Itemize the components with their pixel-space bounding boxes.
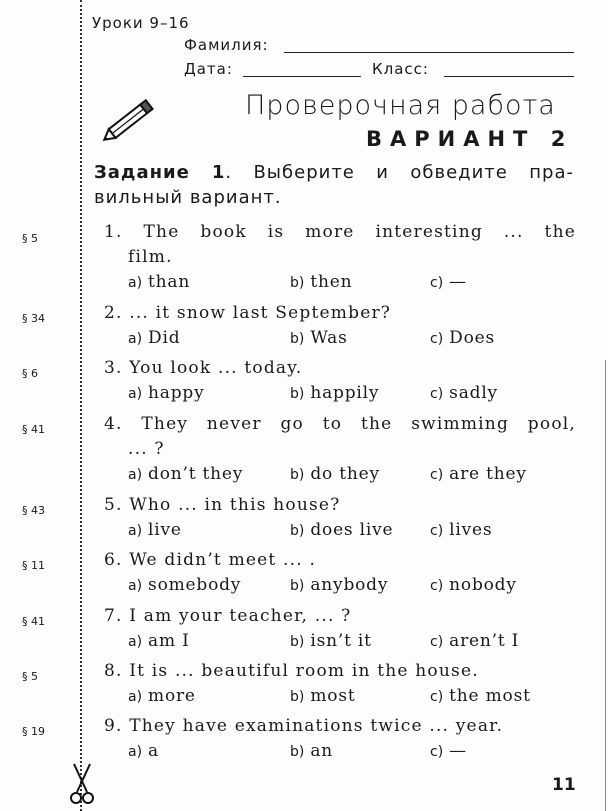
page-edge [605, 360, 606, 811]
cut-line [80, 0, 82, 811]
question-text: 4. They never go to the swimming pool, [104, 414, 576, 434]
option-c[interactable]: c) the most [430, 686, 531, 706]
section-ref: § 34 [22, 312, 45, 325]
page-title: Проверочная работа [245, 90, 556, 121]
page-number: 11 [552, 775, 576, 795]
question-text: 7. I am your teacher, ... ? [104, 606, 352, 626]
date-label: Дата: [184, 60, 233, 78]
section-ref: § 11 [22, 559, 45, 572]
option-b[interactable]: b) does live [290, 520, 394, 540]
option-a[interactable]: a) more [128, 686, 196, 706]
question-2 [104, 301, 576, 352]
section-ref: § 41 [22, 423, 45, 436]
question-text: 3. You look ... today. [104, 358, 303, 378]
surname-field[interactable] [284, 52, 574, 53]
option-b[interactable]: b) do they [290, 464, 380, 484]
question-text: 9. They have examinations twice ... year. [104, 716, 504, 736]
task-text-line2: вильный вариант. [94, 187, 282, 208]
question-9 [104, 714, 576, 765]
option-b[interactable]: b) an [290, 741, 334, 761]
task-instructions [94, 160, 574, 210]
option-a[interactable]: a) Did [128, 328, 181, 348]
class-field[interactable] [444, 76, 574, 77]
task-label: Задание 1 [94, 162, 226, 183]
question-text: 5. Who ... in this house? [104, 495, 341, 515]
option-a[interactable]: a) than [128, 272, 191, 292]
question-text: ... ? [128, 439, 165, 459]
question-text: film. [128, 247, 173, 267]
option-b[interactable]: b) happily [290, 383, 380, 403]
option-a[interactable]: a) happy [128, 383, 205, 403]
surname-label: Фамилия: [184, 36, 269, 54]
class-label: Класс: [372, 60, 429, 78]
question-text: 8. It is ... beautiful room in the house. [104, 661, 479, 681]
option-b[interactable]: b) then [290, 272, 353, 292]
option-b[interactable]: b) isn’t it [290, 631, 372, 651]
question-text: 6. We didn’t meet ... . [104, 550, 317, 570]
option-c[interactable]: c) — [430, 741, 467, 761]
question-text: 2. ... it snow last September? [104, 303, 392, 323]
option-a[interactable]: a) live [128, 520, 182, 540]
option-c[interactable]: c) lives [430, 520, 493, 540]
pencil-icon [98, 98, 160, 148]
question-5 [104, 493, 576, 544]
option-a[interactable]: a) am I [128, 631, 190, 651]
section-ref: § 5 [22, 670, 38, 683]
question-1 [104, 220, 576, 296]
section-ref: § 41 [22, 615, 45, 628]
option-c[interactable]: c) Does [430, 328, 496, 348]
date-field[interactable] [243, 76, 361, 77]
lessons-label: Уроки 9–16 [92, 14, 190, 32]
option-c[interactable]: c) sadly [430, 383, 498, 403]
question-7 [104, 604, 576, 655]
section-ref: § 19 [22, 725, 45, 738]
option-c[interactable]: c) aren’t I [430, 631, 520, 651]
option-a[interactable]: a) don’t they [128, 464, 244, 484]
question-text: 1. The book is more interesting ... the [104, 222, 576, 242]
option-c[interactable]: c) — [430, 272, 467, 292]
option-b[interactable]: b) most [290, 686, 356, 706]
option-b[interactable]: b) anybody [290, 575, 389, 595]
question-4 [104, 412, 576, 488]
option-a[interactable]: a) somebody [128, 575, 242, 595]
section-ref: § 5 [22, 232, 38, 245]
variant-label: ВАРИАНТ 2 [366, 127, 574, 151]
question-6 [104, 548, 576, 599]
section-ref: § 43 [22, 504, 45, 517]
section-ref: § 6 [22, 367, 38, 380]
option-c[interactable]: c) nobody [430, 575, 517, 595]
option-b[interactable]: b) Was [290, 328, 348, 348]
option-a[interactable]: a) a [128, 741, 159, 761]
question-3 [104, 356, 576, 407]
question-8 [104, 659, 576, 710]
option-c[interactable]: c) are they [430, 464, 527, 484]
scissors-icon [70, 762, 94, 810]
task-text-line1: . Выберите и обведите пра- [225, 162, 574, 183]
